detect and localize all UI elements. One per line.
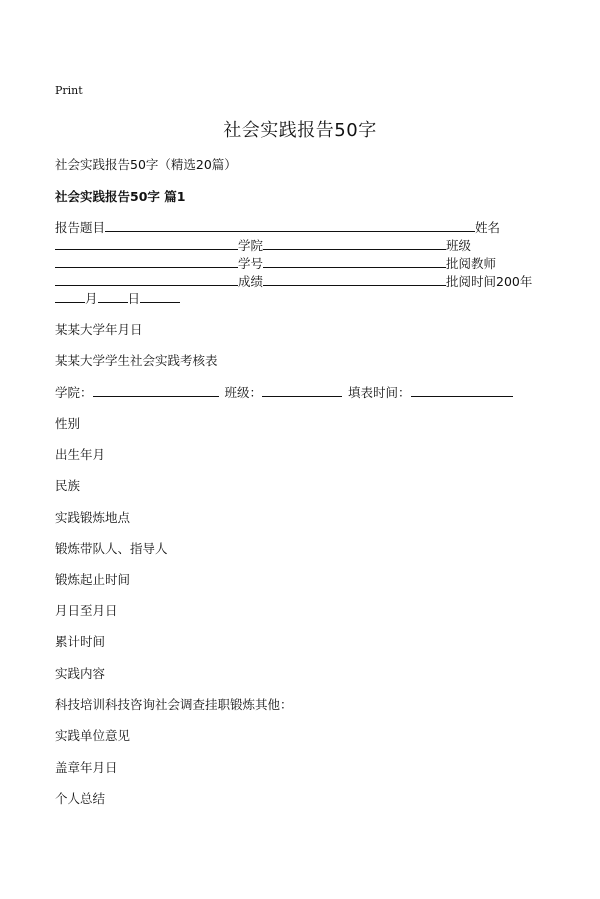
seal-date-label: 盖章年月日 bbox=[55, 760, 118, 775]
report-cover-form bbox=[55, 218, 545, 290]
student-id-line bbox=[263, 254, 446, 268]
article-heading: 社会实践报告50字 篇1 bbox=[55, 189, 186, 204]
class-label: 班级 bbox=[446, 238, 472, 253]
fill-time-line bbox=[411, 383, 513, 397]
report-topic-label: 报告题目 bbox=[55, 220, 106, 235]
reviewer-label: 批阅教师 bbox=[446, 256, 497, 271]
practice-location-label: 实践锻炼地点 bbox=[55, 510, 131, 525]
assessment-header-row bbox=[55, 383, 513, 401]
birth-label: 出生年月 bbox=[55, 447, 106, 462]
total-time-label: 累计时间 bbox=[55, 634, 106, 649]
reviewer-line bbox=[55, 272, 238, 286]
assessment-title: 某某大学学生社会实践考核表 bbox=[55, 353, 218, 368]
month-label: 月 bbox=[85, 291, 98, 306]
form-row-topic bbox=[55, 218, 545, 236]
month-to-month-label: 月日至月日 bbox=[55, 603, 118, 618]
review-time-label: 批阅时间200年 bbox=[446, 274, 533, 289]
name-label: 姓名 bbox=[475, 220, 501, 235]
form-row-college bbox=[55, 236, 545, 254]
college-field-label: 学院： bbox=[55, 385, 93, 400]
ethnicity-label: 民族 bbox=[55, 478, 81, 493]
class-line bbox=[55, 254, 238, 268]
year-suffix-line bbox=[55, 289, 85, 303]
form-row-grade bbox=[55, 272, 545, 290]
review-date-row bbox=[55, 289, 180, 307]
student-id-label: 学号 bbox=[238, 256, 264, 271]
content-types-label: 科技培训科技咨询社会调查挂职锻炼其他： bbox=[55, 697, 293, 712]
gender-label: 性别 bbox=[55, 416, 81, 431]
name-line bbox=[55, 236, 238, 250]
fill-time-label: 填表时间： bbox=[348, 385, 411, 400]
report-topic-line bbox=[105, 218, 475, 232]
day-label: 日 bbox=[127, 291, 141, 306]
grade-label: 成绩 bbox=[238, 274, 264, 289]
practice-content-label: 实践内容 bbox=[55, 666, 106, 681]
supervisor-label: 锻炼带队人、指导人 bbox=[55, 541, 168, 556]
grade-line bbox=[263, 272, 446, 286]
class-field-label: 班级： bbox=[224, 385, 263, 400]
day-line bbox=[140, 289, 180, 303]
class-field-line bbox=[262, 383, 342, 397]
unit-opinion-label: 实践单位意见 bbox=[55, 728, 131, 743]
college-field-line bbox=[93, 383, 219, 397]
university-date: 某某大学年月日 bbox=[55, 322, 143, 337]
month-line bbox=[98, 289, 128, 303]
document-subtitle: 社会实践报告50字（精选20篇） bbox=[55, 157, 237, 172]
period-label: 锻炼起止时间 bbox=[55, 572, 131, 587]
print-label[interactable]: Print bbox=[55, 84, 83, 97]
college-line bbox=[263, 236, 446, 250]
college-label: 学院 bbox=[238, 238, 264, 253]
page-title: 社会实践报告50字 bbox=[223, 120, 377, 141]
personal-summary-label: 个人总结 bbox=[55, 791, 106, 806]
form-row-student-id bbox=[55, 254, 545, 272]
